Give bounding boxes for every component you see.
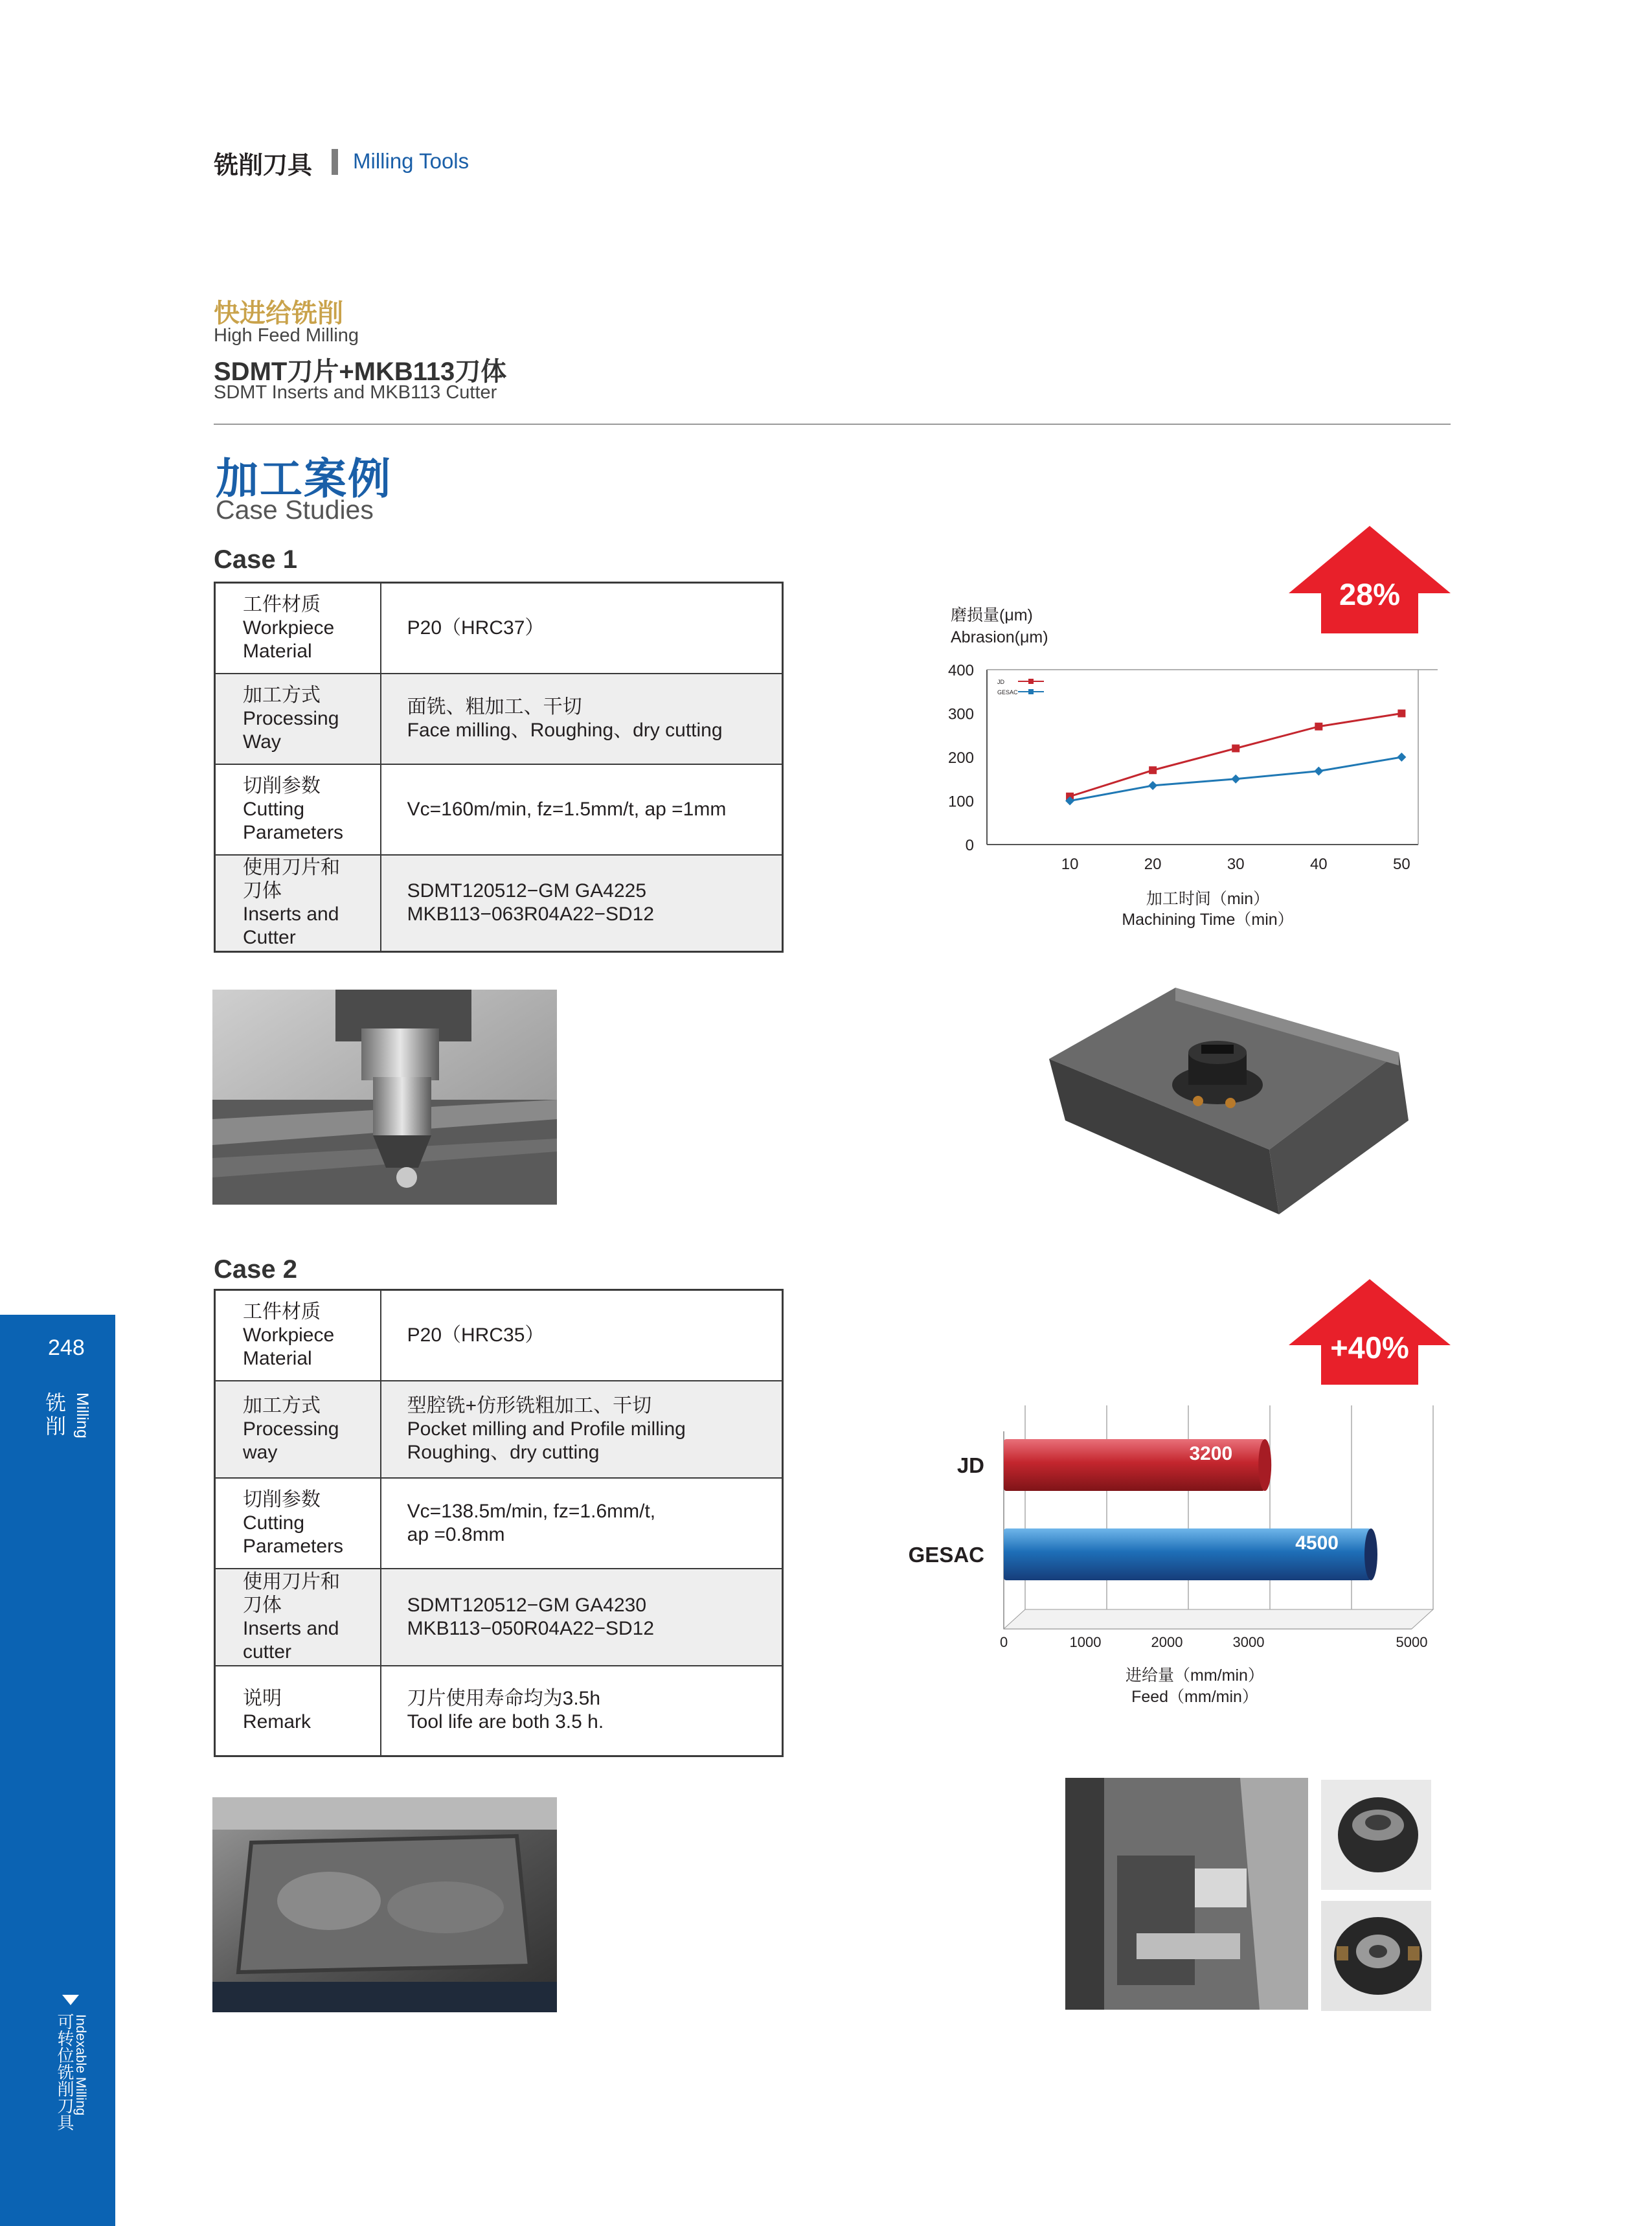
ylabel-en: Abrasion(μm) bbox=[951, 628, 1048, 646]
x-tick-label: 20 bbox=[1144, 856, 1162, 873]
x-tick-label: 30 bbox=[1227, 856, 1245, 873]
row-label: 使用刀片和 刀体 Inserts and cutter bbox=[215, 1569, 381, 1666]
cutter-photo-top bbox=[1321, 1780, 1431, 1890]
x-tick-label: 10 bbox=[1061, 856, 1079, 873]
x-tick-label: 0 bbox=[1000, 1634, 1008, 1650]
badge-value-case1: 28% bbox=[1339, 577, 1401, 611]
table-row bbox=[215, 1478, 783, 1569]
header-title-en: Milling Tools bbox=[353, 149, 470, 173]
xlabel-en: Feed（mm/min） bbox=[1131, 1688, 1258, 1706]
badge-value-case2: +40% bbox=[1330, 1330, 1409, 1365]
data-point bbox=[1315, 723, 1322, 731]
legend-marker bbox=[1028, 689, 1034, 694]
data-point bbox=[1231, 775, 1240, 784]
y-tick-label: 100 bbox=[947, 793, 974, 811]
side-category-cn: 铣 削 bbox=[45, 1391, 67, 1438]
table-row bbox=[215, 1666, 783, 1756]
table-row bbox=[215, 674, 783, 764]
legend-label: JD bbox=[997, 679, 1004, 685]
case2-table bbox=[214, 1289, 784, 1757]
row-label: 工件材质 Workpiece Material bbox=[215, 583, 381, 674]
xlabel-en: Machining Time（min） bbox=[1122, 911, 1294, 929]
x-tick-label: 3000 bbox=[1232, 1634, 1265, 1650]
row-label: 加工方式 Processing way bbox=[215, 1381, 381, 1478]
row-value: P20（HRC35） bbox=[381, 1290, 783, 1381]
section-rule bbox=[214, 424, 1451, 425]
table-row bbox=[215, 1381, 783, 1478]
row-value: Vc=160m/min, fz=1.5mm/t, ap =1mm bbox=[381, 764, 783, 855]
legend-label: GESAC bbox=[997, 689, 1018, 696]
mold-cavity-photo bbox=[212, 1797, 557, 2012]
table-row bbox=[215, 764, 783, 855]
row-value: 面铣、粗加工、干切 Face milling、Roughing、dry cutting bbox=[381, 674, 783, 764]
section-title-cn: 加工案例 bbox=[216, 455, 392, 503]
row-label: 使用刀片和 刀体 Inserts and Cutter bbox=[215, 855, 381, 952]
row-value: P20（HRC37） bbox=[381, 583, 783, 674]
page-number: 248 bbox=[48, 1335, 85, 1360]
y-tick-label: 300 bbox=[947, 705, 974, 723]
row-label: 切削参数 Cutting Parameters bbox=[215, 1478, 381, 1569]
data-point bbox=[1232, 745, 1239, 753]
x-tick-label: 50 bbox=[1393, 856, 1410, 873]
table-row bbox=[215, 583, 783, 674]
row-value: Vc=138.5m/min, fz=1.6mm/t, ap =0.8mm bbox=[381, 1478, 783, 1569]
abrasion-line-chart bbox=[920, 589, 1470, 939]
product-name-cn: SDMT刀片+MKB113刀体 bbox=[214, 358, 507, 386]
series-line-jd bbox=[1070, 714, 1401, 797]
triangle-down-icon bbox=[62, 1995, 79, 2005]
feed-bar-chart bbox=[894, 1392, 1464, 1716]
milling-machine-photo bbox=[212, 990, 557, 1205]
category-label: JD bbox=[956, 1453, 984, 1477]
machining-center-photo bbox=[1065, 1778, 1308, 2010]
case1-title: Case 1 bbox=[214, 545, 297, 574]
y-tick-label: 0 bbox=[965, 837, 974, 854]
table-row bbox=[215, 1290, 783, 1381]
row-value: SDMT120512−GM GA4230 MKB113−050R04A22−SD12 bbox=[381, 1569, 783, 1666]
y-tick-label: 200 bbox=[947, 749, 974, 767]
case2-title: Case 2 bbox=[214, 1255, 297, 1284]
xlabel-cn: 进给量（mm/min） bbox=[1126, 1666, 1264, 1685]
section-title-en: Case Studies bbox=[216, 495, 374, 525]
bar-end-cap bbox=[1364, 1528, 1377, 1580]
header-title-cn: 铣削刀具 bbox=[214, 152, 313, 179]
table-row bbox=[215, 1569, 783, 1666]
product-category-cn: 快进给铣削 bbox=[214, 299, 343, 328]
product-name-en: SDMT Inserts and MKB113 Cutter bbox=[214, 382, 497, 403]
row-value: SDMT120512−GM GA4225 MKB113−063R04A22−SD12 bbox=[381, 855, 783, 952]
bar-end-cap bbox=[1258, 1439, 1271, 1491]
side-subcategory-en: Indexable Milling bbox=[73, 2014, 88, 2116]
data-point bbox=[1149, 766, 1157, 774]
bar-value-label: 4500 bbox=[1295, 1532, 1339, 1554]
legend-marker bbox=[1028, 679, 1034, 684]
workpiece-cutter-illustration bbox=[1036, 975, 1418, 1214]
data-point bbox=[1148, 781, 1157, 790]
table-row bbox=[215, 855, 783, 952]
bar-value-label: 3200 bbox=[1189, 1443, 1233, 1464]
x-tick-label: 5000 bbox=[1396, 1634, 1428, 1650]
row-label: 加工方式 Processing Way bbox=[215, 674, 381, 764]
row-value: 型腔铣+仿形铣粗加工、干切 Pocket milling and Profile milling Roughing、dry cutting bbox=[381, 1381, 783, 1478]
x-tick-label: 1000 bbox=[1069, 1634, 1102, 1650]
cutter-photo-bottom bbox=[1321, 1901, 1431, 2011]
y-tick-label: 400 bbox=[947, 662, 974, 679]
side-subcategory-cn: 可转位铣削刀具 bbox=[55, 2013, 74, 2131]
x-tick-label: 40 bbox=[1309, 856, 1328, 873]
side-category-en: Milling bbox=[73, 1392, 91, 1438]
xlabel-cn: 加工时间（min） bbox=[1146, 890, 1270, 908]
row-value: 刀片使用寿命均为3.5h Tool life are both 3.5 h. bbox=[381, 1666, 783, 1756]
x-tick-label: 2000 bbox=[1151, 1634, 1183, 1650]
row-label: 切削参数 Cutting Parameters bbox=[215, 764, 381, 855]
product-category-en: High Feed Milling bbox=[214, 325, 359, 346]
row-label: 工件材质 Workpiece Material bbox=[215, 1290, 381, 1381]
category-label: GESAC bbox=[908, 1543, 984, 1567]
floor-plane bbox=[1004, 1609, 1433, 1629]
case1-table bbox=[214, 582, 784, 953]
data-point bbox=[1314, 767, 1323, 776]
row-label: 说明 Remark bbox=[215, 1666, 381, 1756]
data-point bbox=[1397, 753, 1406, 762]
header-divider bbox=[332, 149, 338, 175]
ylabel-cn: 磨损量(μm) bbox=[951, 606, 1033, 624]
data-point bbox=[1397, 710, 1405, 718]
